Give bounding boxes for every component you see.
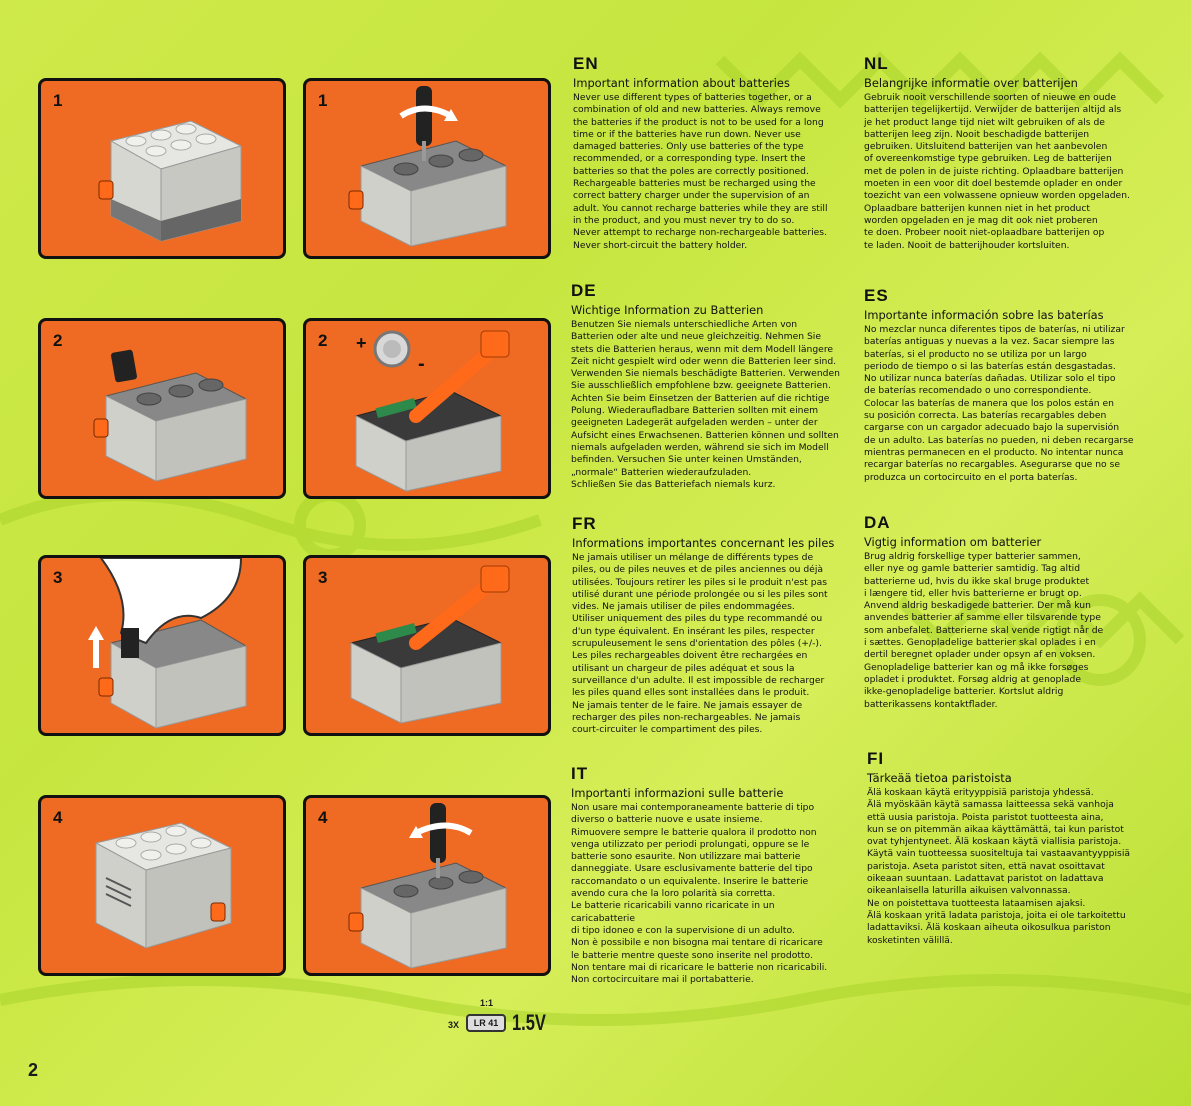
step-number: 3 <box>53 568 63 587</box>
section-body: Never use different types of batteries together, or a combination of old and new batteries. Always remove the batteries if the product is not to be used for a long time or if the batteries have run down. Never use damaged batteries. Only use batteries of the type recommended, or a corresponding type. Insert the batteries so that the poles are correctly positioned. Rechargeable batteries must be recharged using the correct battery charger under the supervision of an adult. You cannot recharge batteries while they are still in the product, and you must never try to do so. Never attempt to recharge non-rechargeable batteries. Never short-circuit the battery holder. <box>573 92 828 251</box>
step-number: 4 <box>318 808 328 827</box>
section-body: Benutzen Sie niemals unterschiedliche Arten von Batterien oder alte und neue gleichzeitig. Nehmen Sie stets die Batterien heraus, wenn mit dem Modell längere Zeit nicht gespielt wird oder wenn die Batterien leer sind. Verwenden Sie niemals beschädigte Batterien. Verwenden Sie ausschließlich empfohlene bzw. geeignete Batterien. Achten Sie beim Einsetzen der Batterien auf die richtige Polung. Wiederaufladbare Batterien sollten mit einem geeigneten Ladegerät aufgeladen werden – unter der Aufsicht eines Erwachsenen. Batterien können und sollten niemals aufgeladen werden, während sie sich im Modell befinden. Versuchen Sie unter keinen Umständen, „normale“ Batterien wiederaufzuladen. Schließen Sie das Batteriefach niemals kurz. <box>571 319 840 490</box>
step-number: 1 <box>53 91 63 110</box>
language-code: FI <box>867 749 885 768</box>
language-code: FR <box>572 514 597 533</box>
section-heading: Tärkeää tietoa paristoista <box>867 771 1012 785</box>
screwdriver-close-lid-illustration <box>306 798 548 973</box>
lid-removed-illustration <box>41 321 283 496</box>
battery-box-closed-illustration <box>41 81 283 256</box>
language-code: IT <box>571 764 589 783</box>
section-body: Gebruik nooit verschillende soorten of nieuwe en oude batterijen tegelijkertijd. Verwijder de batterijen altijd als je het product lange tijd niet wilt gebruiken of als de batterijen leeg zijn. Nooit beschadigde batterijen gebruiken. Uitsluitend batterijen van het aanbevolen of overeenkomstige type gebruiken. Leg de batterijen met de polen in de juiste richting. Oplaadbare batterijen moeten in een voor dit doel bestemde oplader en onder toezicht van een volwassene opnieuw worden opgeladen. Oplaadbare batterijen kunnen niet in het product worden opgeladen en je mag dit ook niet proberen te doen. Probeer nooit niet-oplaadbare batterijen op te laden. Nooit de batterijhouder kortsluiten. <box>864 92 1130 251</box>
section-da <box>864 513 1134 711</box>
section-body: No mezclar nunca diferentes tipos de baterías, ni utilizar baterías antiguas y nuevas a la vez. Sacar siempre las baterías, si el producto no se utiliza por un largo periodo de tiempo o si las baterías están desgastadas. No utilizar nunca baterías dañadas. Utilizar solo el tipo de baterías recomendado o uno correspondiente. Colocar las baterías de manera que los polos están en su posición correcta. Las baterías recargables deben cargarse con un cargador adecuado bajo la supervisión de un adulto. Las baterías no pueden, ni deben recargarse mientras permanecen en el producto. No intentar nunca recargar baterías no recargables. Asegurarse que no se produzca un cortocircuito en el porta baterías. <box>864 324 1134 483</box>
battery-type-badge: LR 41 <box>466 1014 506 1032</box>
section-fi <box>867 749 1137 947</box>
battery-ratio: 1:1 <box>480 998 494 1008</box>
step-4-left-panel <box>38 795 286 976</box>
section-body: Brug aldrig forskellige typer batterier sammen, eller nye og gamle batterier samtidig. Tag altid batterierne ud, hvis du ikke skal bruge produktet i længere tid, eller hvis batterierne er brugt op. Anvend aldrig beskadigede batterier. Der må kun anvendes batterier af samme eller tilsvarende type som anbefalet. Batterierne skal vende rigtigt når de i sættes. Genopladelige batterier skal oplades i en dertil beregnet oplader under opsyn af en voksen. Genopladelige batterier kan og må ikke forsøges opladet i produktet. Forsøg aldrig at genoplade ikke-genopladelige batterier. Kortslut aldrig batterikassens kontaktflader. <box>864 551 1104 710</box>
section-heading: Informations importantes concernant les piles <box>572 536 835 550</box>
section-nl <box>864 54 1134 252</box>
section-heading: Important information about batteries <box>573 76 790 90</box>
section-heading: Belangrijke informatie over batterijen <box>864 76 1078 90</box>
battery-placed-illustration <box>306 558 548 733</box>
page-number: 2 <box>28 1060 39 1080</box>
step-4-right-panel <box>303 795 551 976</box>
step-3-right-panel <box>303 555 551 736</box>
step-number: 2 <box>53 331 63 350</box>
section-en <box>573 54 843 252</box>
language-code: ES <box>864 286 889 305</box>
step-2-left-panel <box>38 318 286 499</box>
battery-spec <box>446 998 556 1038</box>
section-es <box>864 286 1134 484</box>
section-body: Non usare mai contemporaneamente batterie di tipo diverso o batterie nuove e usate insieme. Rimuovere sempre le batterie qualora il prodotto non venga utilizzato per periodi prolungati, oppure se le batterie sono esaurite. Non utilizzare mai batterie danneggiate. Usare esclusivamente batterie del tipo raccomandato o un equivalente. Inserire le batterie avendo cura che la loro polarità sia corretta. Le batterie ricaricabili vanno ricaricate in un caricabatterie di tipo idoneo e con la supervisione di un adulto. Non è possibile e non bisogna mai tentare di ricaricare le batterie mentre queste sono inserite nel prodotto. Non tentare mai di ricaricare le batterie non ricaricabili. Non cortocircuitare mai il portabatterie. <box>571 802 828 986</box>
section-fr <box>572 514 842 736</box>
step-1-right-panel <box>303 78 551 259</box>
section-heading: Importante información sobre las baterías <box>864 308 1104 322</box>
section-heading: Vigtig information om batterier <box>864 535 1042 549</box>
section-body: Ne jamais utiliser un mélange de différents types de piles, ou de piles neuves et de piles anciennes ou déjà utilisées. Toujours retirer les piles si le produit n'est pas utilisé durant une période prolongée ou si les piles sont vides. Ne jamais utiliser de piles endommagées. Utiliser uniquement des piles du type recommandé ou d'un type équivalent. En insérant les piles, respecter scrupuleusement le sens d'orientation des pôles (+/-). Les piles rechargeables doivent être rechargées en utilisant un chargeur de piles adéquat et sous la surveillance d'un adulte. Il est impossible de recharger les piles quand elles sont installées dans le produit. Ne jamais tenter de le faire. Ne jamais essayer de recharger des piles non-rechargeables. Ne jamais court-circuiter le compartiment des piles. <box>572 552 828 736</box>
step-number: 3 <box>318 568 328 587</box>
plus-sign: + <box>356 333 367 353</box>
battery-box-rear-illustration <box>41 798 283 973</box>
step-number: 1 <box>318 91 328 110</box>
battery-voltage: 1.5V <box>512 1010 546 1035</box>
step-1-left-panel <box>38 78 286 259</box>
language-code: EN <box>573 54 599 73</box>
step-2-right-panel <box>303 318 551 499</box>
language-code: DE <box>571 281 597 300</box>
section-body: Älä koskaan käytä erityyppisiä paristoja yhdessä. Älä myöskään käytä samassa laitteessa sekä vanhoja että uusia paristoja. Poista paristot tuotteesta aina, kun se on pitemmän aikaa käyttämättä, tai kun paristot ovat tyhjentyneet. Älä koskaan käytä viallisia paristoja. Käytä vain tuotteessa suositeltuja tai vastaavantyyppisiä paristoja. Aseta paristot siten, että navat osoittavat oikeaan suuntaan. Ladattavat paristot on ladattava oikeanlaisella laturilla aikuisen valvonnassa. Ne on poistettava tuotteesta lataamisen ajaksi. Älä koskaan yritä ladata paristoja, joita ei ole tarkoitettu ladattaviksi. Älä koskaan aiheuta oikosulkua pariston kosketinten välillä. <box>867 787 1131 946</box>
step-number: 2 <box>318 331 328 350</box>
step-3-left-panel <box>38 555 286 736</box>
section-heading: Wichtige Information zu Batterien <box>571 303 764 317</box>
language-code: NL <box>864 54 889 73</box>
section-heading: Importanti informazioni sulle batterie <box>571 786 784 800</box>
screwdriver-open-lid-illustration <box>306 81 548 256</box>
section-de <box>571 281 841 491</box>
step-number: 4 <box>53 808 63 827</box>
hand-closing-lid-illustration <box>41 558 283 733</box>
minus-sign: - <box>418 353 425 375</box>
language-code: DA <box>864 513 891 532</box>
section-it <box>571 764 841 986</box>
insert-batteries-illustration <box>306 321 548 496</box>
battery-quantity: 3X <box>448 1020 460 1030</box>
